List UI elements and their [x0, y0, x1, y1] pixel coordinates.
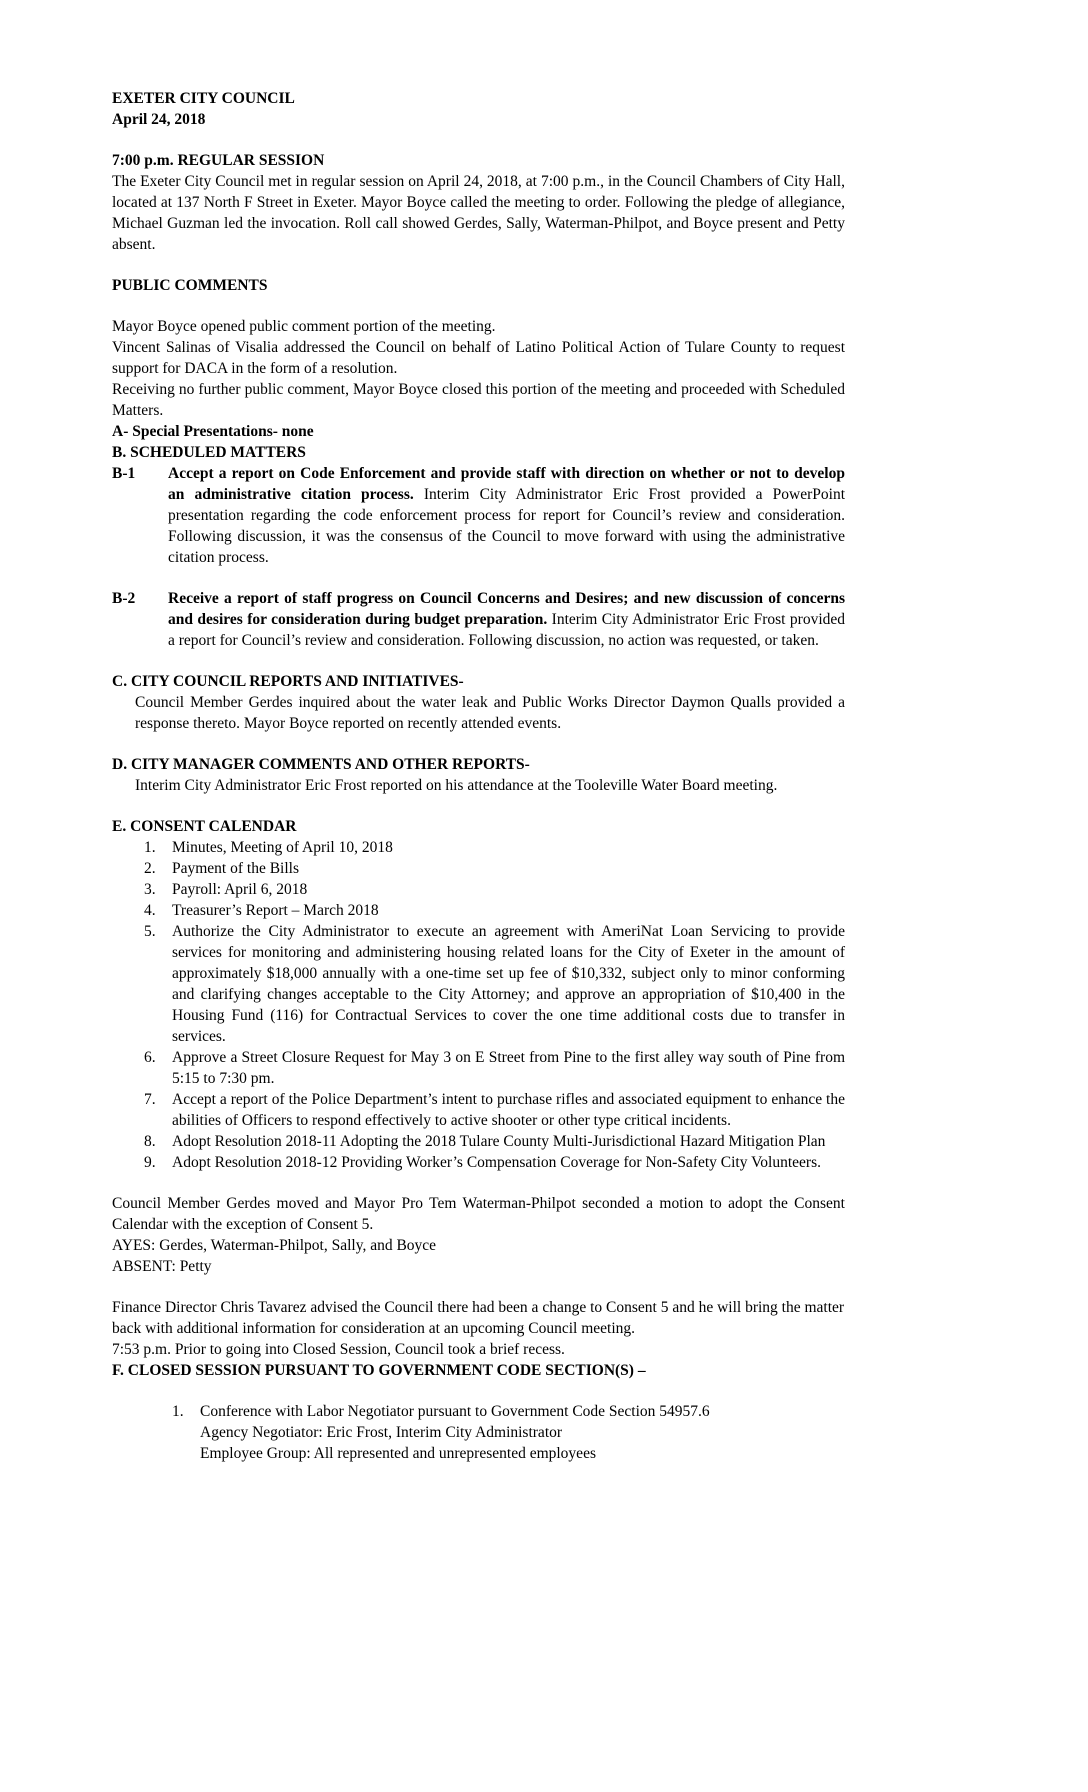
public-comments-paragraph-3: Receiving no further public comment, Mayor Boyce closed this portion of the meeting and proceeded with Scheduled Matters.: [112, 381, 845, 419]
consent-item-text: Authorize the City Administrator to execute an agreement with AmeriNat Loan Servicing to provide services for monitoring and administering housing related loans for the City of Exeter in the amount of approximately $18,000 annually with a one-time set up fee of $10,332, subject only to minor conforming and clarifying changes acceptable to the City Attorney; and approve an appropriation of $10,400 in the Housing Fund (116) for Contractual Services to cover the one time additional costs due to transfer in services.: [172, 923, 845, 1045]
consent-item-number: 5.: [144, 923, 156, 940]
consent-item-7: [112, 1089, 845, 1131]
consent-item-8: [112, 1131, 845, 1152]
vote-record: [112, 1235, 845, 1277]
section-e-heading: E. CONSENT CALENDAR: [112, 818, 297, 835]
closed-session-item-1: [112, 1401, 845, 1464]
document-title: EXETER CITY COUNCIL: [112, 90, 295, 107]
recess-line: 7:53 p.m. Prior to going into Closed Session, Council took a brief recess.: [112, 1341, 565, 1358]
public-comments-paragraph-1: Mayor Boyce opened public comment portion of the meeting.: [112, 318, 496, 335]
item-text: [168, 463, 845, 568]
consent-item-number: 4.: [144, 902, 156, 919]
item-text: [168, 588, 845, 651]
regular-session-section: [112, 150, 845, 255]
vote-absent-line: ABSENT: Petty: [112, 1258, 212, 1275]
closed-item-line-1: Conference with Labor Negotiator pursuant to Government Code Section 54957.6: [200, 1403, 710, 1420]
consent-item-9: [112, 1152, 845, 1173]
consent-item-text: Minutes, Meeting of April 10, 2018: [172, 839, 393, 856]
consent-item-number: 2.: [144, 860, 156, 877]
consent-item-text: Payment of the Bills: [172, 860, 300, 877]
consent-item-4: [112, 900, 845, 921]
consent-item-number: 3.: [144, 881, 156, 898]
section-c-body: Council Member Gerdes inquired about the water leak and Public Works Director Daymon Qualls provided a response thereto. Mayor Boyce reported on recently attended events.: [135, 694, 845, 732]
item-number: B-1: [112, 465, 136, 482]
closed-session-list: [112, 1401, 845, 1464]
consent-item-text: Adopt Resolution 2018-11 Adopting the 2018 Tulare County Multi-Jurisdictional Hazard Mitigation Plan: [172, 1133, 826, 1150]
consent-item-text: Payroll: April 6, 2018: [172, 881, 308, 898]
consent-calendar-list: [112, 837, 845, 1173]
item-regular-text: Interim City Administrator Eric Frost provided a PowerPoint presentation regarding the code enforcement process for report for Council’s review and consideration. Following discussion, it was the consensus of the Council to move forward with using the administrative citation process.: [168, 486, 845, 566]
consent-item-text: Adopt Resolution 2018-12 Providing Worker’s Compensation Coverage for Non-Safety City Volunteers.: [172, 1154, 821, 1171]
vote-ayes-line: AYES: Gerdes, Waterman-Philpot, Sally, and Boyce: [112, 1237, 437, 1254]
section-d: [112, 754, 845, 796]
closed-item-line-3: Employee Group: All represented and unrepresented employees: [200, 1445, 596, 1462]
scheduled-matter-item-b2: [112, 588, 845, 651]
document-header: [112, 88, 845, 130]
finance-director-paragraph: Finance Director Chris Tavarez advised the Council there had been a change to Consent 5 and he will bring the matter back with additional information for consideration at an upcoming Council meeting.: [112, 1299, 845, 1337]
consent-motion-paragraph: Council Member Gerdes moved and Mayor Pro Tem Waterman-Philpot seconded a motion to adopt the Consent Calendar with the exception of Consent 5.: [112, 1195, 845, 1233]
section-a-heading: A- Special Presentations- none: [112, 423, 314, 440]
section-f-heading: F. CLOSED SESSION PURSUANT TO GOVERNMENT CODE SECTION(S) –: [112, 1362, 646, 1379]
consent-item-number: 8.: [144, 1133, 156, 1150]
consent-item-number: 7.: [144, 1091, 156, 1108]
consent-item-5: [112, 921, 845, 1047]
section-b-heading: B. SCHEDULED MATTERS: [112, 444, 306, 461]
consent-item-number: 1.: [144, 839, 156, 856]
item-regular-text: Interim City Administrator Eric Frost provided a report for Council’s review and consideration. Following discussion, no action was requested, or taken.: [168, 611, 846, 649]
regular-session-heading: 7:00 p.m. REGULAR SESSION: [112, 152, 325, 169]
consent-item-2: [112, 858, 845, 879]
consent-item-6: [112, 1047, 845, 1089]
document-date: April 24, 2018: [112, 111, 206, 128]
regular-session-paragraph: The Exeter City Council met in regular session on April 24, 2018, at 7:00 p.m., in the Council Chambers of City Hall, located at 137 North F Street in Exeter. Mayor Boyce called the meeting to order. Following the pledge of allegiance, Michael Guzman led the invocation. Roll call showed Gerdes, Sally, Waterman-Philpot, and Boyce present and Petty absent.: [112, 173, 845, 253]
item-bold-lead: Accept a report on Code Enforcement and provide staff with direction on whether or not to develop an administrative citation process.: [168, 465, 845, 503]
section-d-body: Interim City Administrator Eric Frost reported on his attendance at the Tooleville Water Board meeting.: [135, 777, 778, 794]
consent-item-number: 9.: [144, 1154, 156, 1171]
consent-item-text: Accept a report of the Police Department’s intent to purchase rifles and associated equipment to enhance the abilities of Officers to respond effectively to active shooter or other type critical incidents.: [172, 1091, 845, 1129]
public-comments-heading: PUBLIC COMMENTS: [112, 277, 268, 294]
section-f: [112, 1360, 845, 1464]
closed-item-number: 1.: [172, 1403, 184, 1420]
consent-item-1: [112, 837, 845, 858]
consent-item-text: Treasurer’s Report – March 2018: [172, 902, 379, 919]
public-comments-heading-block: [112, 275, 845, 296]
closed-item-text: [200, 1401, 845, 1464]
section-e: [112, 816, 845, 1173]
section-d-heading: D. CITY MANAGER COMMENTS AND OTHER REPORTS-: [112, 756, 530, 773]
scheduled-matter-item-b1: [112, 463, 845, 568]
item-number: B-2: [112, 590, 136, 607]
consent-item-3: [112, 879, 845, 900]
closed-item-line-2: Agency Negotiator: Eric Frost, Interim City Administrator: [200, 1424, 563, 1441]
item-bold-lead: Receive a report of staff progress on Council Concerns and Desires; and new discussion of concerns and desires for consideration during budget preparation.: [168, 590, 845, 628]
section-c-heading: C. CITY COUNCIL REPORTS AND INITIATIVES-: [112, 673, 464, 690]
consent-item-number: 6.: [144, 1049, 156, 1066]
consent-item-text: Approve a Street Closure Request for May 3 on E Street from Pine to the first alley way south of Pine from 5:15 to 7:30 pm.: [172, 1049, 845, 1087]
section-c: [112, 671, 845, 734]
public-comments-paragraph-2: Vincent Salinas of Visalia addressed the Council on behalf of Latino Political Action of Tulare County to request support for DACA in the form of a resolution.: [112, 339, 845, 377]
